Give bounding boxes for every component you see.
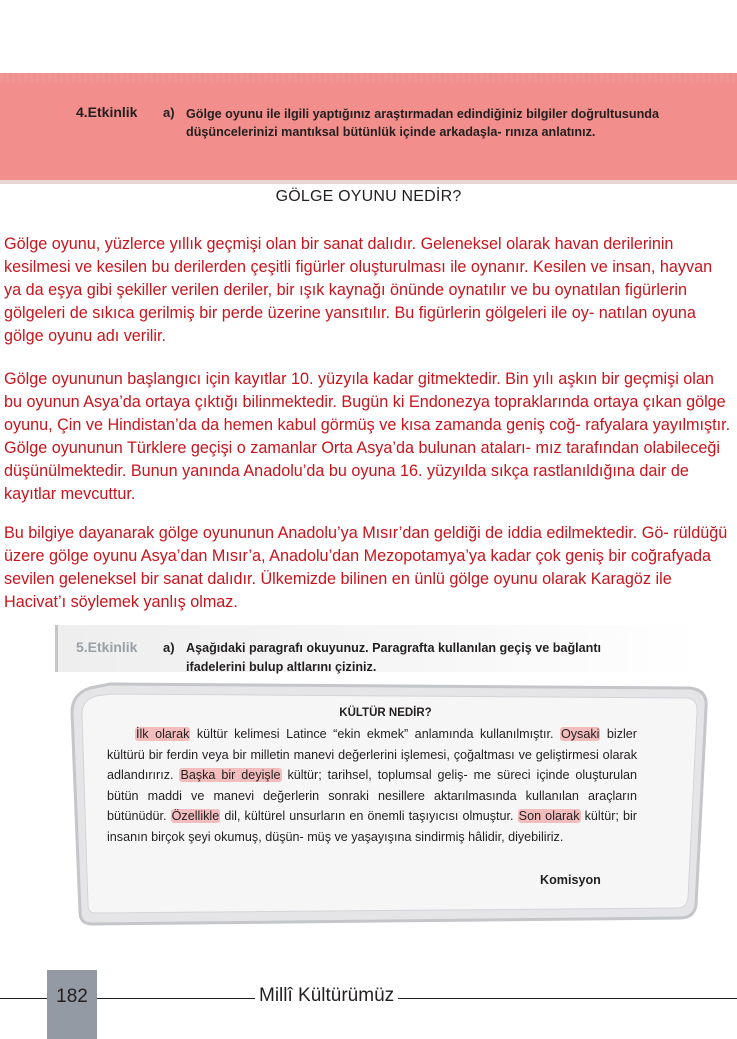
article-paragraph-2: Gölge oyununun başlangıcı için kayıtlar 10. yüzyıla kadar gitmektedir. Bin yılı aşkın bir geçmişi olan bu oyunun Asya’da ortaya çıktığı bilinmektedir. Bugün ki Endonezya topraklarında ortaya çıkan gölge oyunu, Çin ve Hindistan’da da hemen kabul görmüş ve kısa zamanda geniş coğ- rafyalara yayılmıştır. Gölge oyununun Türklere geçişi o zamanlar Orta Asya’da bulunan ataları- mız tarafından olabileceği düşünülmektedir. Bunun yanında Anadolu’da bu oyuna 16. yüzyılda sıkça rastlanıldığına dair de kayıtlar mevcuttur. [4,370,731,503]
transition-phrase-highlight: Başka bir deyişle [180,768,281,783]
transition-phrase-highlight: Son olarak [518,809,580,824]
reading-card-author: Komisyon [540,873,601,887]
paragraph-text: dil, kültürel unsurların en önemli taşıyıcısı olmuştur. [220,809,518,824]
activity4-item-marker: a) [163,105,175,120]
reading-card-paragraph [107,724,637,848]
paragraph-text: kültür kelimesi Latince “ekin ekmek” anlamında kullanılmıştır. [190,727,560,741]
page-number: 182 [56,986,88,1007]
transition-phrase-highlight: Özellikle [171,809,220,824]
paragraph-text: bizler kültürü bir ferdin veya bir milletin manevi değerlerini işlemesi, çoğaltması ve geliştirmesi olarak adlandırırız. [107,727,638,783]
article-paragraph-1: Gölge oyunu, yüzlerce yıllık geçmişi olan bir sanat dalıdır. Geleneksel olarak havan derilerinin kesilmesi ve kesilen bu derilerden çeşitli figürler oluşturulması ile oynanır. Kesilen ve insan, hayvan ya da eşya gibi şekiller verilen deriler, bir ışık kaynağı önünde oynatılır ve bu oynatılan figürlerin gölgeleri de sıkıca gerilmiş bir perde üzerine yansıtılır. Bu figürlerin gölgeleri ile oy- natılan oyuna gölge oyunu adı verilir. [4,235,713,345]
article-title: GÖLGE OYUNU NEDİR? [275,188,462,205]
article-paragraph-3: Bu bilgiye dayanarak gölge oyununun Anadolu’ya Mısır’dan geldiği de iddia edilmektedir. Gö- rüldüğü üzere gölge oyunu Asya’dan Mısır’a, Anadolu’dan Mezopotamya’ya kadar çok geniş bir coğrafyada sevilen geleneksel bir sanat dalıdır. Ülkemizde bilinen en ünlü gölge oyunu olarak Karagöz ile Hacivat’ı söylemek yanlış olmaz. [4,524,728,611]
activity5-label: 5.Etkinlik [76,639,138,655]
transition-phrase-highlight: İlk olarak [136,727,190,741]
activity5-instruction: Aşağıdaki paragrafı okuyunuz. Paragrafta kullanılan geçiş ve bağlantı ifadelerini bulup altlarını çiziniz. [186,641,602,674]
activity4-instruction: Gölge oyunu ile ilgili yaptığınız araştırmadan edindiğiniz bilgiler doğrultusunda düşüncelerinizi mantıksal bütünlük içinde arkadaşla- rınıza anlatınız. [186,107,660,139]
activity5-item-marker: a) [163,640,175,655]
activity4-label: 4.Etkinlik [76,104,138,120]
reading-card-title: KÜLTÜR NEDİR? [339,707,432,719]
paragraph-text: kültür; bir insanın birçok şeyi okumuş, düşün- müş ve yaşayışına sindirmiş hâlidir, diyebiliriz. [107,809,638,844]
book-title: Millî Kültürümüz [255,985,398,1007]
paragraph-text: kültür; tarihsel, toplumsal geliş- me süreci içinde oluşturulan bütün maddi ve manevi değerlerin sonraki nesillere aktarılmasında kullanılan araçların bütünüdür. [107,768,637,824]
transition-phrase-highlight: Oysaki [560,727,600,741]
